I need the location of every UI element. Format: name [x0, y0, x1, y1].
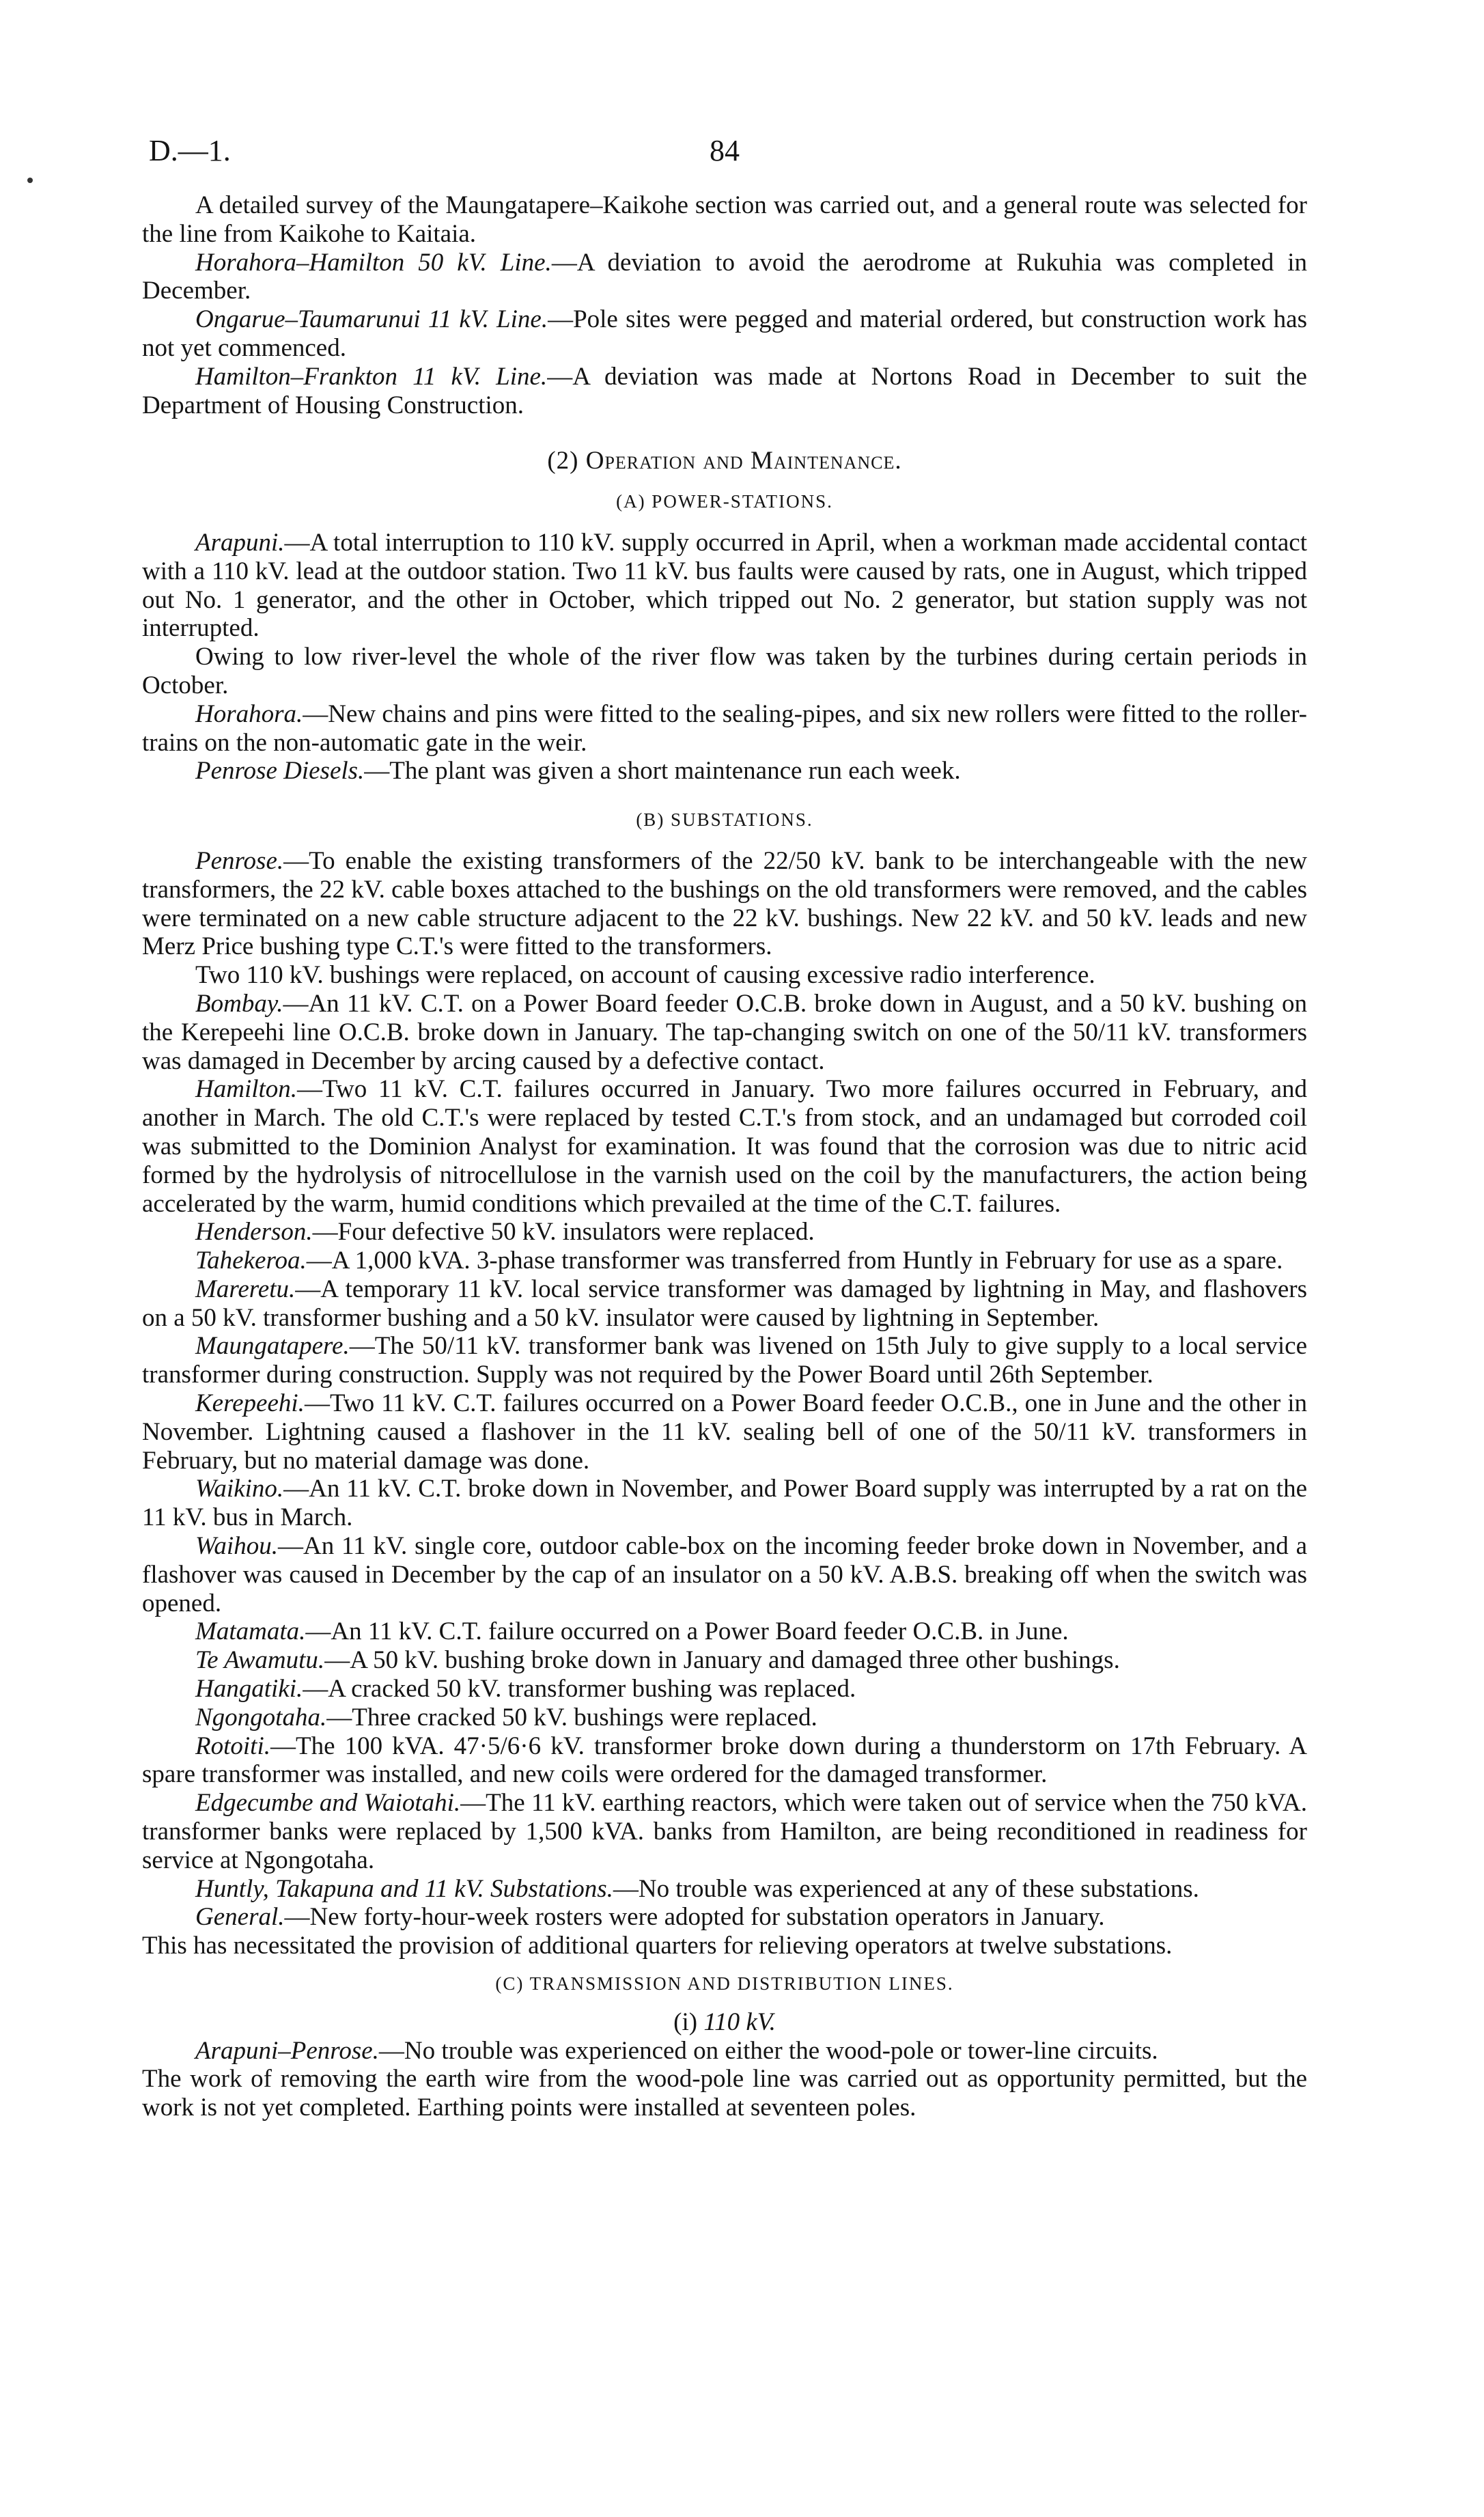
- paragraph-text: —Pole sites were pegged and material ordered, but construction work has not yet commenced.: [142, 305, 1307, 362]
- paragraph: [142, 1218, 1307, 1247]
- paragraph: [142, 305, 1307, 363]
- paragraph: [142, 990, 1307, 1075]
- paragraph: [142, 847, 1307, 961]
- paragraph-lead: Henderson.: [195, 1218, 313, 1247]
- section-heading: (2) Operation and Maintenance.: [547, 447, 902, 475]
- paragraph: [142, 529, 1307, 643]
- paragraph-text: —The 50/11 kV. transformer bank was livened on 15th July to give supply to a local service transformer during construction. Supply was not required by the Power Board until 26th September.: [142, 1332, 1307, 1389]
- paragraph: [142, 961, 1307, 990]
- margin-dot: [27, 178, 33, 183]
- paragraph: [142, 249, 1307, 306]
- paragraph-lead: Maungatapere.: [195, 1332, 350, 1361]
- document-reference: D.—1.: [149, 134, 231, 167]
- paragraph-text: —An 11 kV. C.T. broke down in November, and Power Board supply was interrupted by a rat on the 11 kV. bus in March.: [142, 1475, 1307, 1532]
- paragraph: [142, 1389, 1307, 1475]
- paragraph: [142, 1704, 1307, 1732]
- paragraph-text: —An 11 kV. C.T. failure occurred on a Power Board feeder O.C.B. in June.: [305, 1617, 1069, 1646]
- paragraph-lead: Hamilton.: [195, 1075, 298, 1104]
- subsection-heading-power-stations: (A) POWER-STATIONS.: [616, 491, 833, 512]
- paragraph-text: —A total interruption to 110 kV. supply occurred in April, when a workman made accidental contact with a 110 kV. lead at the outdoor station. Two 11 kV. bus faults were caused by rats, one in August, which tripped out No. 1 generator, and the other in October, which tripped out No. 2 generator, but station supply was not interrupted.: [142, 528, 1307, 643]
- paragraph-lead: Matamata.: [195, 1617, 306, 1646]
- paragraph-text: —Three cracked 50 kV. bushings were replaced.: [326, 1703, 817, 1732]
- paragraph-text: —A cracked 50 kV. transformer bushing was replaced.: [303, 1675, 856, 1704]
- paragraph: [142, 1875, 1307, 1904]
- paragraph: [142, 191, 1307, 249]
- paragraph-text: —An 11 kV. single core, outdoor cable-box on the incoming feeder broke down in November, and a flashover was caused in December by the cap of an insulator on a 50 kV. A.B.S. breaking off when the switch was opened.: [142, 1532, 1307, 1617]
- paragraph-lead: Huntly, Takapuna and 11 kV. Substations.: [195, 1874, 613, 1903]
- paragraph: [142, 2037, 1307, 2066]
- paragraph: [142, 1332, 1307, 1389]
- paragraph: [142, 1275, 1307, 1333]
- paragraph-lead: Horahora.: [195, 699, 303, 728]
- paragraph: [142, 1675, 1307, 1704]
- paragraph-lead: Hangatiki.: [195, 1675, 303, 1704]
- paragraph-lead: Bombay.: [195, 989, 283, 1018]
- paragraph-lead: Hamilton–Frankton 11 kV. Line.: [195, 362, 548, 391]
- paragraph-lead: Penrose.: [195, 846, 284, 875]
- paragraph-lead: Waihou.: [195, 1532, 278, 1561]
- paragraph: [142, 1646, 1307, 1675]
- paragraph-text: —A temporary 11 kV. local service transformer was damaged by lightning in May, and flashovers on a 50 kV. transformer bushing and a 50 kV. insulator were caused by lightning in September.: [142, 1275, 1307, 1332]
- paragraph-text: Two 110 kV. bushings were replaced, on account of causing excessive radio interference.: [195, 961, 1095, 990]
- paragraph-continuation: The work of removing the earth wire from the wood-pole line was carried out as opportunity permitted, but the work is not yet completed. Earthing points were installed at seventeen poles.: [142, 2065, 1307, 2122]
- paragraph-lead: Waikino.: [195, 1475, 284, 1503]
- paragraph-text: —To enable the existing transformers of the 22/50 kV. bank to be interchangeable with the new transformers, the 22 kV. cable boxes attached to the bushings on the old transformers were removed, and the cables were terminated on a new cable structure adjacent to the 22 kV. bushings. New 22 kV. and 50 kV. leads and new Merz Price bushing type C.T.'s were fitted to the transformers.: [142, 846, 1307, 961]
- paragraph-text: —New forty-hour-week rosters were adopted for substation operators in January.: [284, 1903, 1105, 1932]
- paragraph: [142, 700, 1307, 757]
- sub-subsection-title: 110 kV.: [703, 2007, 776, 2036]
- paragraph-lead: Horahora–Hamilton 50 kV. Line.: [195, 248, 552, 277]
- sub-subsection-heading: [142, 2008, 1307, 2037]
- paragraph-text: A detailed survey of the Maungatapere–Kaikohe section was carried out, and a general route was selected for the line from Kaikohe to Kaitaia.: [142, 191, 1307, 248]
- paragraph: [142, 1075, 1307, 1218]
- paragraph-text: —Four defective 50 kV. insulators were replaced.: [312, 1218, 815, 1247]
- paragraph-text: —A 50 kV. bushing broke down in January and damaged three other bushings.: [324, 1646, 1120, 1675]
- paragraph-text: —A deviation was made at Nortons Road in December to suit the Department of Housing Construction.: [142, 362, 1307, 419]
- paragraph: [142, 1789, 1307, 1874]
- paragraph-text: —Two 11 kV. C.T. failures occurred on a Power Board feeder O.C.B., one in June and the other in November. Lightning caused a flashover in the 11 kV. sealing bell of one of the 50/11 kV. transformers in February, but no material damage was done.: [142, 1389, 1307, 1475]
- paragraph: [142, 363, 1307, 420]
- paragraph: [142, 757, 1307, 785]
- page-header: [142, 134, 1307, 179]
- paragraph-text: Owing to low river-level the whole of the river flow was taken by the turbines during certain periods in October.: [142, 643, 1307, 699]
- paragraph-lead: Ngongotaha.: [195, 1703, 327, 1732]
- paragraph-lead: Arapuni.: [195, 528, 285, 557]
- paragraph: [142, 1475, 1307, 1532]
- paragraph-lead: Arapuni–Penrose.: [195, 2036, 379, 2065]
- paragraph-text: —Two 11 kV. C.T. failures occurred in January. Two more failures occurred in February, and another in March. The old C.T.'s were replaced by tested C.T.'s from stock, and an undamaged but corroded coil was submitted to the Dominion Analyst for examination. It was found that the corrosion was due to nitric acid formed by the hydrolysis of nitrocellulose in the varnish used on the coil by the manufacturers, the action being accelerated by the warm, humid conditions which prevailed at the time of the C.T. failures.: [142, 1075, 1307, 1218]
- paragraph-lead: Tahekeroa.: [195, 1247, 307, 1275]
- paragraph-lead: Te Awamutu.: [195, 1646, 325, 1675]
- paragraph: [142, 643, 1307, 700]
- paragraph: [142, 1532, 1307, 1617]
- sub-subsection-number: (i): [673, 2007, 704, 2036]
- paragraph-text: —The plant was given a short maintenance run each week.: [364, 757, 961, 785]
- paragraph-lead: Rotoiti.: [195, 1732, 270, 1760]
- paragraph-lead: Kerepeehi.: [195, 1389, 305, 1418]
- paragraph: [142, 1903, 1307, 1932]
- subsection-heading-substations: (B) SUBSTATIONS.: [636, 809, 813, 831]
- paragraph-lead: General.: [195, 1903, 285, 1932]
- paragraph-text: —A deviation to avoid the aerodrome at Rukuhia was completed in December.: [142, 248, 1307, 305]
- paragraph: [142, 1617, 1307, 1646]
- paragraph-text: —New chains and pins were fitted to the sealing-pipes, and six new rollers were fitted to the roller-trains on the non-automatic gate in the weir.: [142, 699, 1307, 757]
- paragraph-lead: Edgecumbe and Waiotahi.: [195, 1789, 461, 1818]
- paragraph-text: —An 11 kV. C.T. on a Power Board feeder O.C.B. broke down in August, and a 50 kV. bushing on the Kerepeehi line O.C.B. broke down in January. The tap-changing switch on one of the 50/11 kV. transformers was damaged in December by arcing caused by a defective contact.: [142, 989, 1307, 1075]
- paragraph-lead: Ongarue–Taumarunui 11 kV. Line.: [195, 305, 548, 334]
- paragraph-text: —The 100 kVA. 47·5/6·6 kV. transformer broke down during a thunderstorm on 17th February. A spare transformer was installed, and new coils were ordered for the damaged transformer.: [142, 1732, 1307, 1789]
- paragraph-continuation: This has necessitated the provision of additional quarters for relieving operators at twelve substations.: [142, 1932, 1173, 1960]
- subsection-heading-lines: (C) TRANSMISSION AND DISTRIBUTION LINES.: [495, 1973, 954, 1994]
- paragraph: [142, 1732, 1307, 1790]
- document-page: [142, 134, 1307, 2122]
- paragraph-text: —The 11 kV. earthing reactors, which were taken out of service when the 750 kVA. transformer banks were replaced by 1,500 kVA. banks from Hamilton, are being reconditioned in readiness for service at Ngongotaha.: [142, 1789, 1307, 1874]
- page-number: 84: [710, 134, 740, 167]
- paragraph-text: —No trouble was experienced on either the wood-pole or tower-line circuits.: [378, 2036, 1158, 2065]
- paragraph-lead: Mareretu.: [195, 1275, 296, 1303]
- paragraph: [142, 1247, 1307, 1275]
- intro-section: [142, 191, 1307, 419]
- paragraph-text: —No trouble was experienced at any of these substations.: [613, 1874, 1199, 1903]
- paragraph-text: —A 1,000 kVA. 3-phase transformer was transferred from Huntly in February for use as a spare.: [306, 1247, 1283, 1275]
- paragraph-lead: Penrose Diesels.: [195, 757, 365, 785]
